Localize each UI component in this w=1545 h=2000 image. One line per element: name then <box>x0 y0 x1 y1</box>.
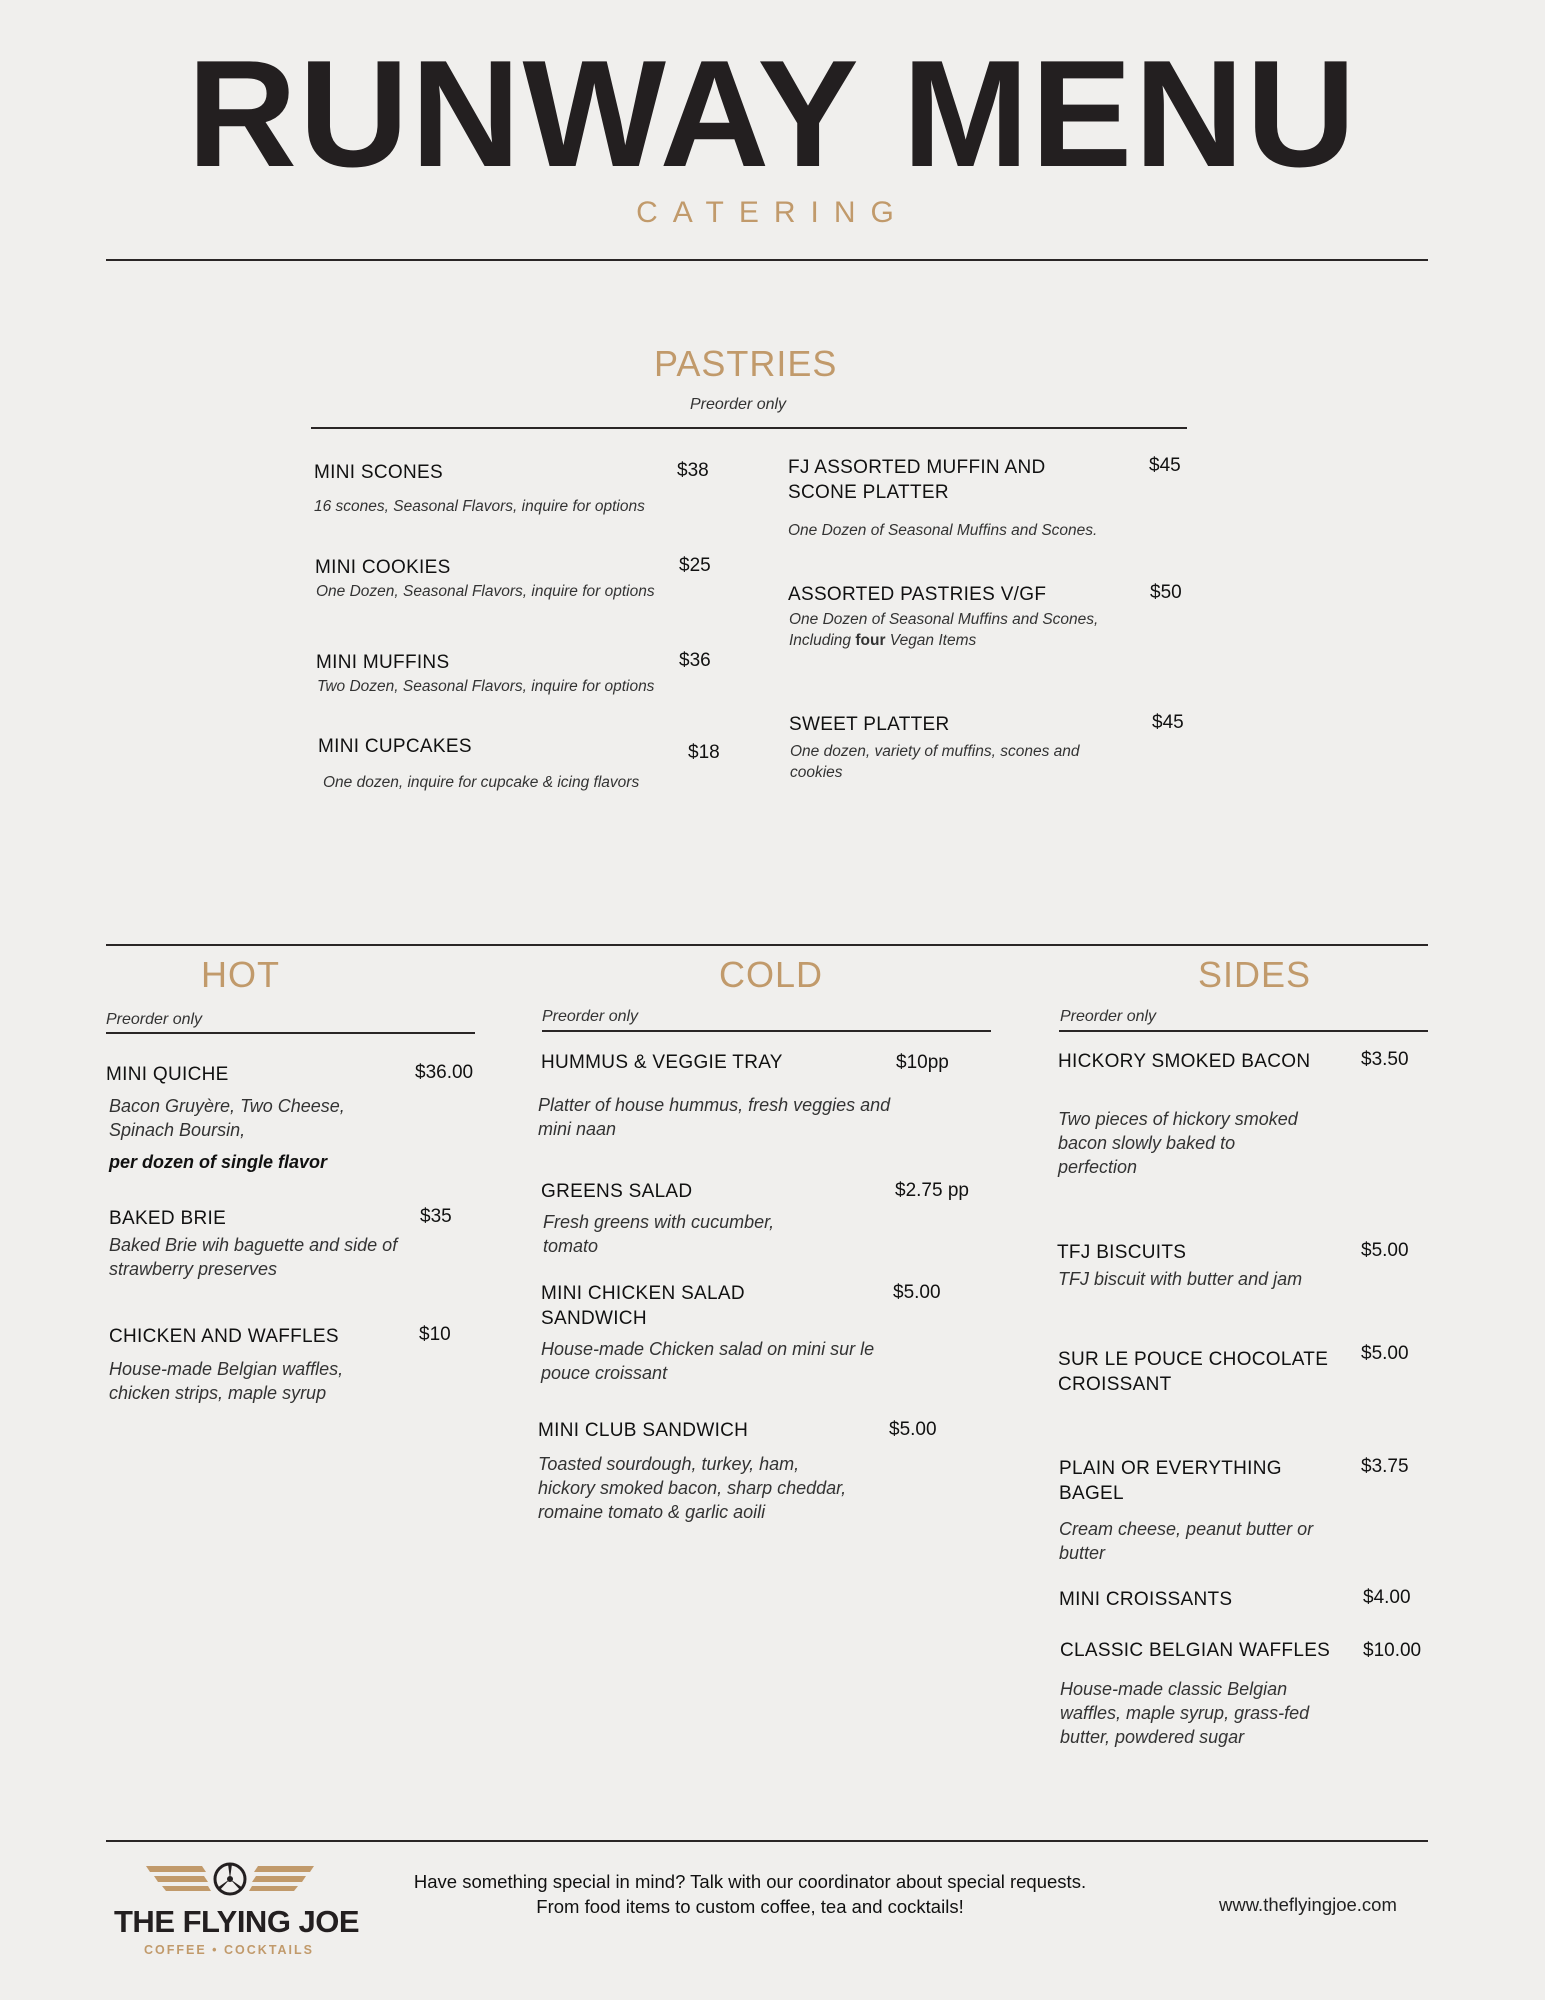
hot-preorder-note: Preorder only <box>106 1011 203 1028</box>
item-name-mini-quiche: MINI QUICHE <box>106 1064 229 1085</box>
item-desc-bagel: Cream cheese, peanut butter or butter <box>1059 1519 1314 1563</box>
item-price-greens-salad: $2.75 pp <box>895 1180 969 1201</box>
item-price-hummus-veggie-tray: $10pp <box>896 1052 949 1073</box>
item-desc-hickory-smoked-bacon: Two pieces of hickory smoked bacon slowly baked to perfection <box>1058 1109 1298 1177</box>
item-name-assorted-pastries: ASSORTED PASTRIES V/GF <box>788 584 1047 605</box>
logo-tagline: COFFEE • COCKTAILS <box>144 1943 315 1957</box>
item-desc-mini-cookies: One Dozen, Seasonal Flavors, inquire for options <box>316 583 655 600</box>
item-desc-hummus-veggie-tray: Platter of house hummus, fresh veggies and mini naan <box>538 1095 891 1139</box>
item-desc-mini-muffins: Two Dozen, Seasonal Flavors, inquire for options <box>317 678 655 695</box>
item-name-hickory-smoked-bacon: HICKORY SMOKED BACON <box>1058 1051 1311 1072</box>
hot-divider <box>106 1032 475 1034</box>
item-name-hummus-veggie-tray: HUMMUS & VEGGIE TRAY <box>541 1052 783 1073</box>
item-name-mini-croissants: MINI CROISSANTS <box>1059 1589 1233 1610</box>
item-price-sweet-platter: $45 <box>1152 712 1184 733</box>
sides-heading: SIDES <box>1198 954 1312 995</box>
item-name-mini-club-sandwich: MINI CLUB SANDWICH <box>538 1420 749 1441</box>
item-name-tfj-biscuits: TFJ BISCUITS <box>1057 1242 1187 1263</box>
item-desc-greens-salad: Fresh greens with cucumber, tomato <box>543 1212 775 1256</box>
item-price-mini-chicken-salad-sandwich: $5.00 <box>893 1282 941 1303</box>
desc-text: Vegan Items <box>885 631 977 649</box>
item-price-mini-muffins: $36 <box>679 650 711 671</box>
item-desc-classic-belgian-waffles: House-made classic Belgian waffles, maple syrup, grass-fed butter, powdered sugar <box>1060 1679 1310 1747</box>
item-price-chocolate-croissant: $5.00 <box>1361 1343 1409 1364</box>
menu-subtitle: CATERING <box>636 196 909 229</box>
item-name-sweet-platter: SWEET PLATTER <box>789 714 950 735</box>
cold-heading: COLD <box>719 954 824 995</box>
item-name-mini-muffins: MINI MUFFINS <box>316 652 450 673</box>
pastries-heading: PASTRIES <box>654 343 838 384</box>
header-divider <box>106 259 1428 261</box>
item-name-chocolate-croissant: SUR LE POUCE CHOCOLATE CROISSANT <box>1058 1349 1329 1396</box>
item-name-chicken-and-waffles: CHICKEN AND WAFFLES <box>109 1326 339 1347</box>
item-price-mini-scones: $38 <box>677 460 709 481</box>
item-price-mini-cupcakes: $18 <box>688 742 720 763</box>
item-desc-mini-cupcakes: One dozen, inquire for cupcake & icing flavors <box>323 774 640 791</box>
item-desc-fj-assorted-platter: One Dozen of Seasonal Muffins and Scones. <box>788 522 1098 539</box>
item-note-mini-quiche: per dozen of single flavor <box>109 1152 328 1172</box>
item-price-bagel: $3.75 <box>1361 1456 1409 1477</box>
item-name-mini-cookies: MINI COOKIES <box>315 557 451 578</box>
item-name-mini-cupcakes: MINI CUPCAKES <box>318 736 472 757</box>
item-desc-mini-club-sandwich: Toasted sourdough, turkey, ham, hickory smoked bacon, sharp cheddar, romaine tomato & garlic aoili <box>538 1454 847 1522</box>
menu-title: RUNWAY MENU <box>187 29 1358 199</box>
item-desc-mini-quiche: Bacon Gruyère, Two Cheese, Spinach Boursin, <box>109 1096 345 1140</box>
item-price-tfj-biscuits: $5.00 <box>1361 1240 1409 1261</box>
item-price-hickory-smoked-bacon: $3.50 <box>1361 1049 1409 1070</box>
desc-text: One Dozen of Seasonal Muffins and Scones, Including <box>789 611 1099 649</box>
item-price-mini-quiche: $36.00 <box>415 1062 474 1083</box>
item-name-mini-scones: MINI SCONES <box>314 462 443 483</box>
item-desc-tfj-biscuits: TFJ biscuit with butter and jam <box>1058 1269 1303 1289</box>
item-name-classic-belgian-waffles: CLASSIC BELGIAN WAFFLES <box>1060 1640 1331 1661</box>
sides-preorder-note: Preorder only <box>1060 1008 1157 1025</box>
item-desc-baked-brie: Baked Brie wih baguette and side of strawberry preserves <box>109 1235 398 1279</box>
propeller-wings-icon <box>110 1860 350 1908</box>
lower-sections-divider <box>106 944 1428 946</box>
logo-wordmark: THE FLYING JOE <box>114 1904 360 1939</box>
cold-divider <box>542 1030 991 1032</box>
item-name-baked-brie: BAKED BRIE <box>109 1208 227 1229</box>
item-name-mini-chicken-salad-sandwich: MINI CHICKEN SALAD SANDWICH <box>541 1283 745 1330</box>
item-price-fj-assorted-platter: $45 <box>1149 455 1181 476</box>
item-desc-sweet-platter: One dozen, variety of muffins, scones and cookies <box>790 743 1080 781</box>
item-name-fj-assorted-platter: FJ ASSORTED MUFFIN AND SCONE PLATTER <box>788 457 1046 504</box>
item-price-mini-croissants: $4.00 <box>1363 1587 1411 1608</box>
item-name-bagel: PLAIN OR EVERYTHING BAGEL <box>1059 1458 1282 1505</box>
pastries-preorder-note: Preorder only <box>690 396 787 413</box>
item-price-mini-cookies: $25 <box>679 555 711 576</box>
item-desc-assorted-pastries <box>789 610 1149 652</box>
flying-joe-logo[interactable] <box>110 1860 360 1960</box>
item-price-baked-brie: $35 <box>420 1206 452 1227</box>
item-name-greens-salad: GREENS SALAD <box>541 1181 693 1202</box>
item-price-classic-belgian-waffles: $10.00 <box>1363 1640 1422 1661</box>
sides-divider <box>1059 1030 1428 1032</box>
cold-preorder-note: Preorder only <box>542 1008 639 1025</box>
desc-emphasis: four <box>855 631 886 649</box>
item-desc-chicken-and-waffles: House-made Belgian waffles, chicken strips, maple syrup <box>109 1359 344 1403</box>
item-price-assorted-pastries: $50 <box>1150 582 1182 603</box>
item-price-mini-club-sandwich: $5.00 <box>889 1419 937 1440</box>
item-price-chicken-and-waffles: $10 <box>419 1324 451 1345</box>
footer-message: Have something special in mind? Talk with our coordinator about special requests. From food items to custom coffee, tea and cocktails! <box>413 1871 1087 1917</box>
item-desc-mini-scones: 16 scones, Seasonal Flavors, inquire for options <box>314 498 645 515</box>
item-desc-mini-chicken-salad-sandwich: House-made Chicken salad on mini sur le pouce croissant <box>541 1339 875 1383</box>
pastries-divider <box>311 427 1187 429</box>
footer-divider <box>106 1840 1428 1842</box>
hot-heading: HOT <box>201 954 280 995</box>
website-link[interactable]: www.theflyingjoe.com <box>1219 1894 1397 1915</box>
